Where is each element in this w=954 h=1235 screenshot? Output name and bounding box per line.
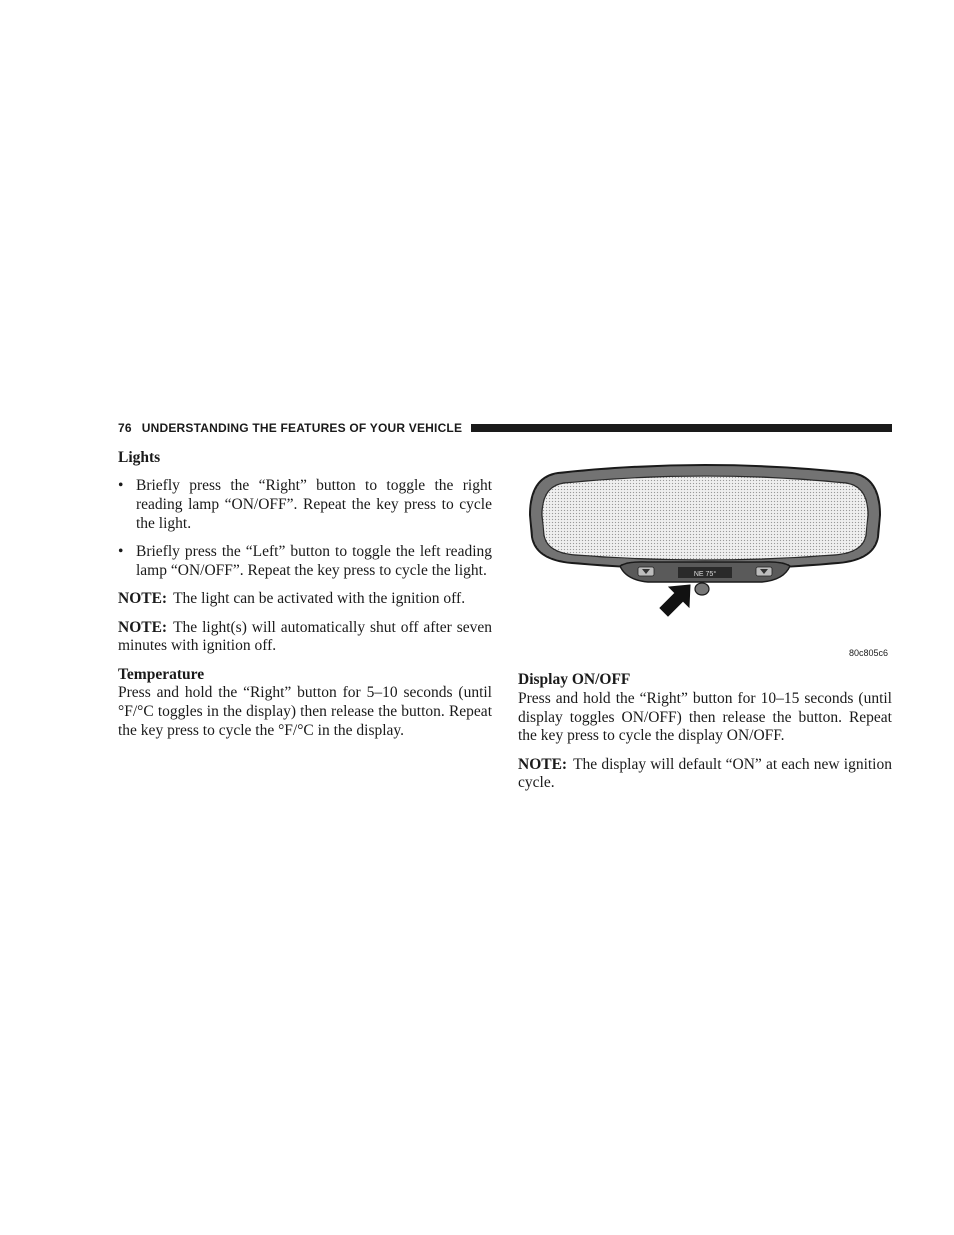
note-text: The light can be activated with the ignition off. <box>173 590 466 608</box>
page-header <box>118 420 892 436</box>
rearview-mirror-illustration <box>518 455 892 663</box>
note-text: The light(s) will automatically shut off after seven minutes with ignition off. <box>118 618 492 655</box>
temperature-body: Press and hold the “Right” button for 5–10 seconds (until °F/°C toggles in the display) then release the button. Repeat the key press to cycle the °F/°C in the display. <box>118 684 492 740</box>
display-heading: Display ON/OFF <box>518 671 631 688</box>
bullet-icon: • <box>118 477 124 495</box>
display-body: Press and hold the “Right” button for 10–15 seconds (until display toggles ON/OFF) then release the button. Repeat the key press to cycle the display ON/OFF. <box>518 689 892 745</box>
note-label: NOTE: <box>518 755 568 773</box>
display-readout: NE 75° <box>693 571 717 578</box>
section-title: UNDERSTANDING THE FEATURES OF YOUR VEHICLE <box>141 421 463 435</box>
bullet-text: Briefly press the “Right” button to toggle the right reading lamp “ON/OFF”. Repeat the key press to cycle the light. <box>136 477 492 532</box>
note-text: The display will default “ON” at each new ignition cycle. <box>518 755 892 792</box>
bullet-icon: • <box>118 543 124 561</box>
header-rule <box>471 424 892 432</box>
note-auto-shutoff <box>118 619 492 657</box>
left-column <box>118 449 492 741</box>
pointer-arrow-icon <box>660 585 690 616</box>
bullet-text: Briefly press the “Left” button to toggle the left reading lamp “ON/OFF”. Repeat the key press to cycle the light. <box>136 543 492 579</box>
note-ignition-off <box>118 590 492 609</box>
mirror-mount <box>695 583 709 595</box>
list-item <box>118 543 492 581</box>
right-column <box>518 671 892 793</box>
temperature-heading: Temperature <box>118 665 205 683</box>
mirror-glass <box>542 476 868 560</box>
note-display-default <box>518 756 892 794</box>
figure-code: 80c805c6 <box>848 648 888 658</box>
lights-heading: Lights <box>118 449 161 466</box>
note-label: NOTE: <box>118 618 168 636</box>
list-item <box>118 477 492 533</box>
mirror-figure <box>518 455 892 663</box>
lights-bullet-list <box>118 477 492 580</box>
page-number: 76 <box>118 421 132 435</box>
note-label: NOTE: <box>118 590 168 608</box>
